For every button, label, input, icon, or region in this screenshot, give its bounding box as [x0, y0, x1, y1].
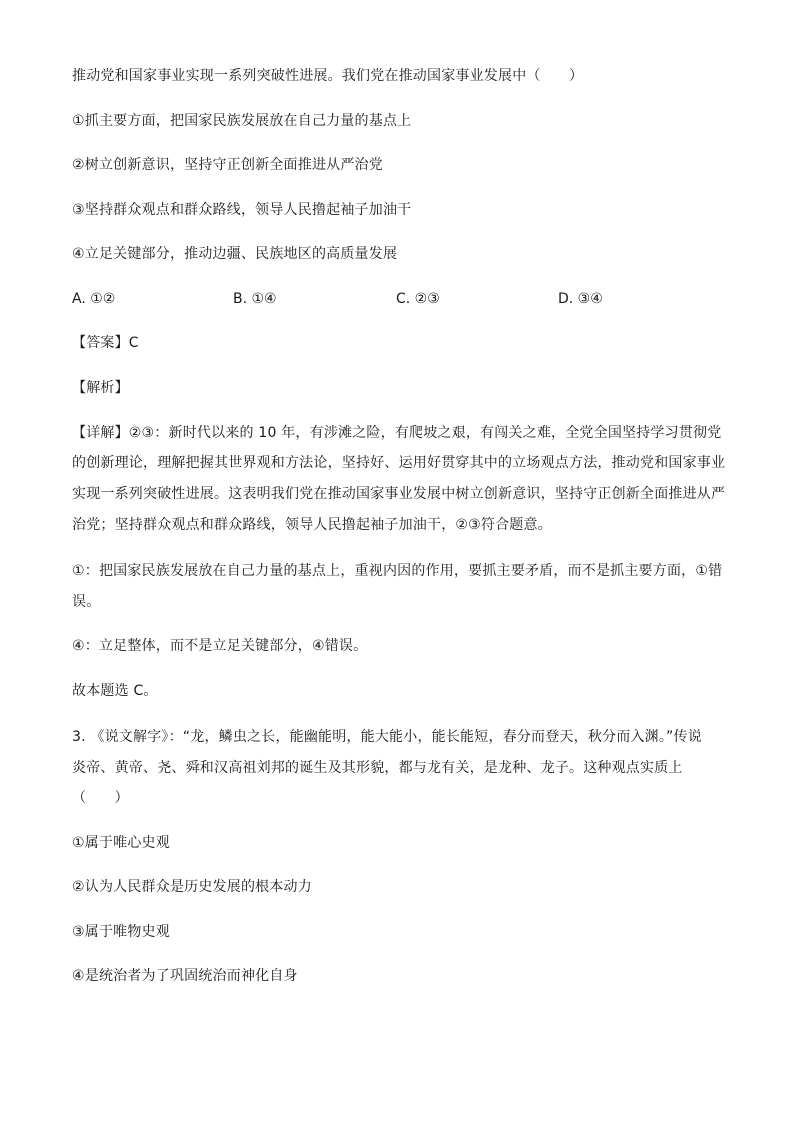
q2-detail-line-2: 的创新理论，理解把握其世界观和方法论，坚持好、运用好贯穿其中的立场观点方法，推动党和国家事业 [72, 455, 726, 471]
q2-item-1: ①抓主要方面，把国家民族发展放在自己力量的基点上 [72, 113, 412, 129]
q2-option-a: A. ①② [72, 291, 116, 307]
q2-answer: 【答案】C [72, 335, 139, 351]
q2-item-3: ③坚持群众观点和群众路线，领导人民撸起袖子加油干 [72, 202, 412, 218]
q2-detail-line-1: 【详解】②③：新时代以来的 10 年，有涉滩之险，有爬坡之艰，有闯关之难，全党全国坚持学习贯彻党 [72, 425, 722, 441]
q2-stem: 推动党和国家事业实现一系列突破性进展。我们党在推动国家事业发展中（ ） [72, 68, 584, 84]
q2-item-2: ②树立创新意识，坚持守正创新全面推进从严治党 [72, 157, 383, 173]
q2-note-4: ④：立足整体，而不是立足关键部分，④错误。 [72, 638, 368, 654]
q2-option-d: D. ③④ [558, 291, 603, 307]
q3-stem-line-2: 炎帝、黄帝、尧、舜和汉高祖刘邦的诞生及其形貌，都与龙有关，是龙种、龙子。这种观点实质上 [72, 760, 683, 776]
q3-item-4: ④是统治者为了巩固统治而神化自身 [72, 968, 298, 984]
q2-analysis-label: 【解析】 [72, 380, 129, 396]
q2-detail-line-3: 实现一系列突破性进展。这表明我们党在推动国家事业发展中树立创新意识，坚持守正创新全面推进从严 [72, 486, 726, 502]
q3-item-2: ②认为人民群众是历史发展的根本动力 [72, 879, 312, 895]
q2-detail-line-4: 治党；坚持群众观点和群众路线，领导人民撸起袖子加油干，②③符合题意。 [72, 517, 552, 533]
q3-stem-line-3: （ ） [72, 790, 129, 806]
q2-item-4: ④立足关键部分，推动边疆、民族地区的高质量发展 [72, 246, 398, 262]
q2-conclusion: 故本题选 C。 [72, 683, 158, 699]
q2-option-c: C. ②③ [396, 291, 440, 307]
q2-option-b: B. ①④ [233, 291, 277, 307]
q3-stem-line-1: 3. 《说文解字》：“龙，鳞虫之长，能幽能明，能大能小，能长能短，春分而登天，秋分而入渊。”传说 [72, 729, 702, 745]
q3-item-3: ③属于唯物史观 [72, 924, 170, 940]
q2-note-1-line-2: 误。 [72, 594, 101, 610]
q2-note-1-line-1: ①：把国家民族发展放在自己力量的基点上，重视内因的作用，要抓主要矛盾，而不是抓主要方面，①错 [72, 563, 723, 579]
q3-item-1: ①属于唯心史观 [72, 835, 170, 851]
